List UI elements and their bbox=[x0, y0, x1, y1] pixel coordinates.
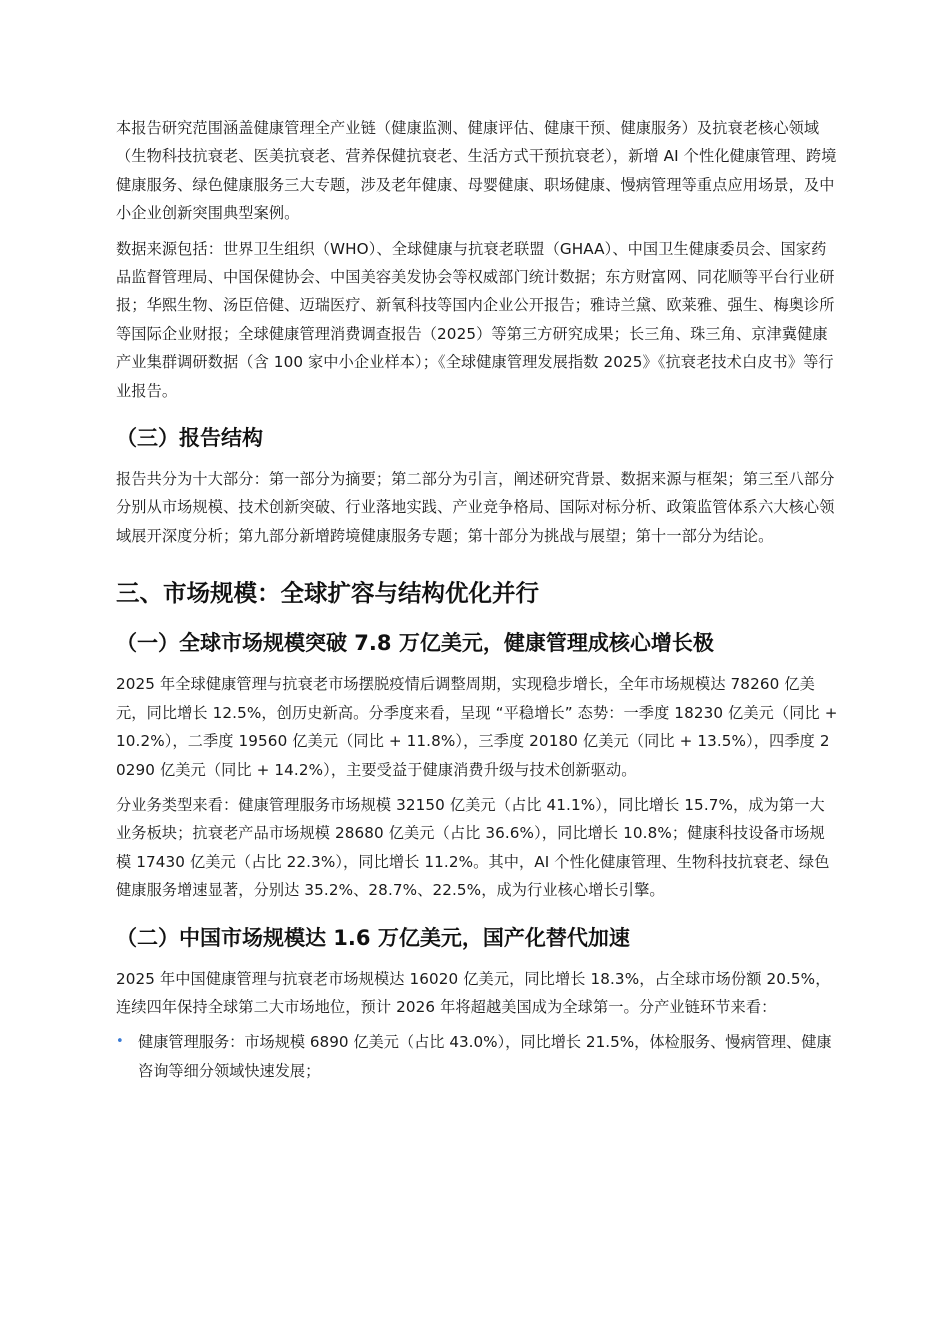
china-market-heading: （二）中国市场规模达 1.6 万亿美元，国产化替代加速 bbox=[116, 925, 630, 950]
business-type-paragraph: 分业务类型来看：健康管理服务市场规模 32150 亿美元（占比 41.1%），同比增长 15.7%，成为第一大业务板块；抗衰老产品市场规模 28680 亿美元（占比 36.6%），同比增长 10.8%；健康科技设备市场规模 17430 亿美元（占比 22.3%），同比增长 11.2%。其中，AI 个性化健康管理、生物科技抗衰老、绿色健康服务增速显著，分别达 35.2%、28.7%、22.5%，成为行业核心增长引擎。 bbox=[116, 795, 830, 900]
market-size-section-heading: 三、市场规模：全球扩容与结构优化并行 bbox=[116, 579, 539, 608]
report-structure-heading: （三）报告结构 bbox=[116, 426, 263, 451]
global-market-paragraph: 2025 年全球健康管理与抗衰老市场摆脱疫情后调整周期，实现稳步增长，全年市场规模达 78260 亿美元，同比增长 12.5%，创历史新高。分季度来看，呈现 “平稳增长” 态势：一季度 18230 亿美元（同比 + 10.2%），二季度 19560 亿美元（同比 + 11.8%），三季度 20180 亿美元（同比 + 13.5%），四季度 20290 亿美元（同比 + 14.2%），主要受益于健康消费升级与技术创新驱动。 bbox=[116, 675, 838, 779]
global-market-heading: （一）全球市场规模突破 7.8 万亿美元，健康管理成核心增长极 bbox=[116, 631, 714, 656]
list-item bbox=[116, 1028, 838, 1085]
scope-paragraph: 本报告研究范围涵盖健康管理全产业链（健康监测、健康评估、健康干预、健康服务）及抗衰老核心领域（生物科技抗衰老、医美抗衰老、营养保健抗衰老、生活方式干预抗衰老），新增 AI 个性化健康管理、跨境健康服务、绿色健康服务三大专题，涉及老年健康、母婴健康、职场健康、慢病管理等重点应用场景，及中小企业创新突围典型案例。 bbox=[116, 119, 837, 223]
china-market-paragraph: 2025 年中国健康管理与抗衰老市场规模达 16020 亿美元，同比增长 18.3%，占全球市场份额 20.5%，连续四年保持全球第二大市场地位，预计 2026 年将超越美国成为全球第一。分产业链环节来看： bbox=[116, 969, 831, 1016]
list-item-text: 健康管理服务：市场规模 6890 亿美元（占比 43.0%），同比增长 21.5%，体检服务、慢病管理、健康咨询等细分领域快速发展； bbox=[138, 1033, 832, 1080]
bullet-icon: • bbox=[116, 1034, 124, 1050]
report-structure-paragraph: 报告共分为十大部分：第一部分为摘要；第二部分为引言，阐述研究背景、数据来源与框架；第三至八部分分别从市场规模、技术创新突破、行业落地实践、产业竞争格局、国际对标分析、政策监管体系六大核心领域展开深度分析；第九部分新增跨境健康服务专题；第十部分为挑战与展望；第十一部分为结论。 bbox=[116, 470, 835, 545]
data-source-paragraph: 数据来源包括：世界卫生组织（WHO）、全球健康与抗衰老联盟（GHAA）、中国卫生健康委员会、国家药品监督管理局、中国保健协会、中国美容美发协会等权威部门统计数据；东方财富网、同花顺等平台行业研报；华熙生物、汤臣倍健、迈瑞医疗、新氧科技等国内企业公开报告；雅诗兰黛、欧莱雅、强生、梅奥诊所等国际企业财报；全球健康管理消费调查报告（2025）等第三方研究成果；长三角、珠三角、京津冀健康产业集群调研数据（含 100 家中小企业样本）；《全球健康管理发展指数 2025》《抗衰老技术白皮书》等行业报告。 bbox=[116, 239, 835, 400]
industry-chain-list bbox=[116, 1028, 838, 1085]
